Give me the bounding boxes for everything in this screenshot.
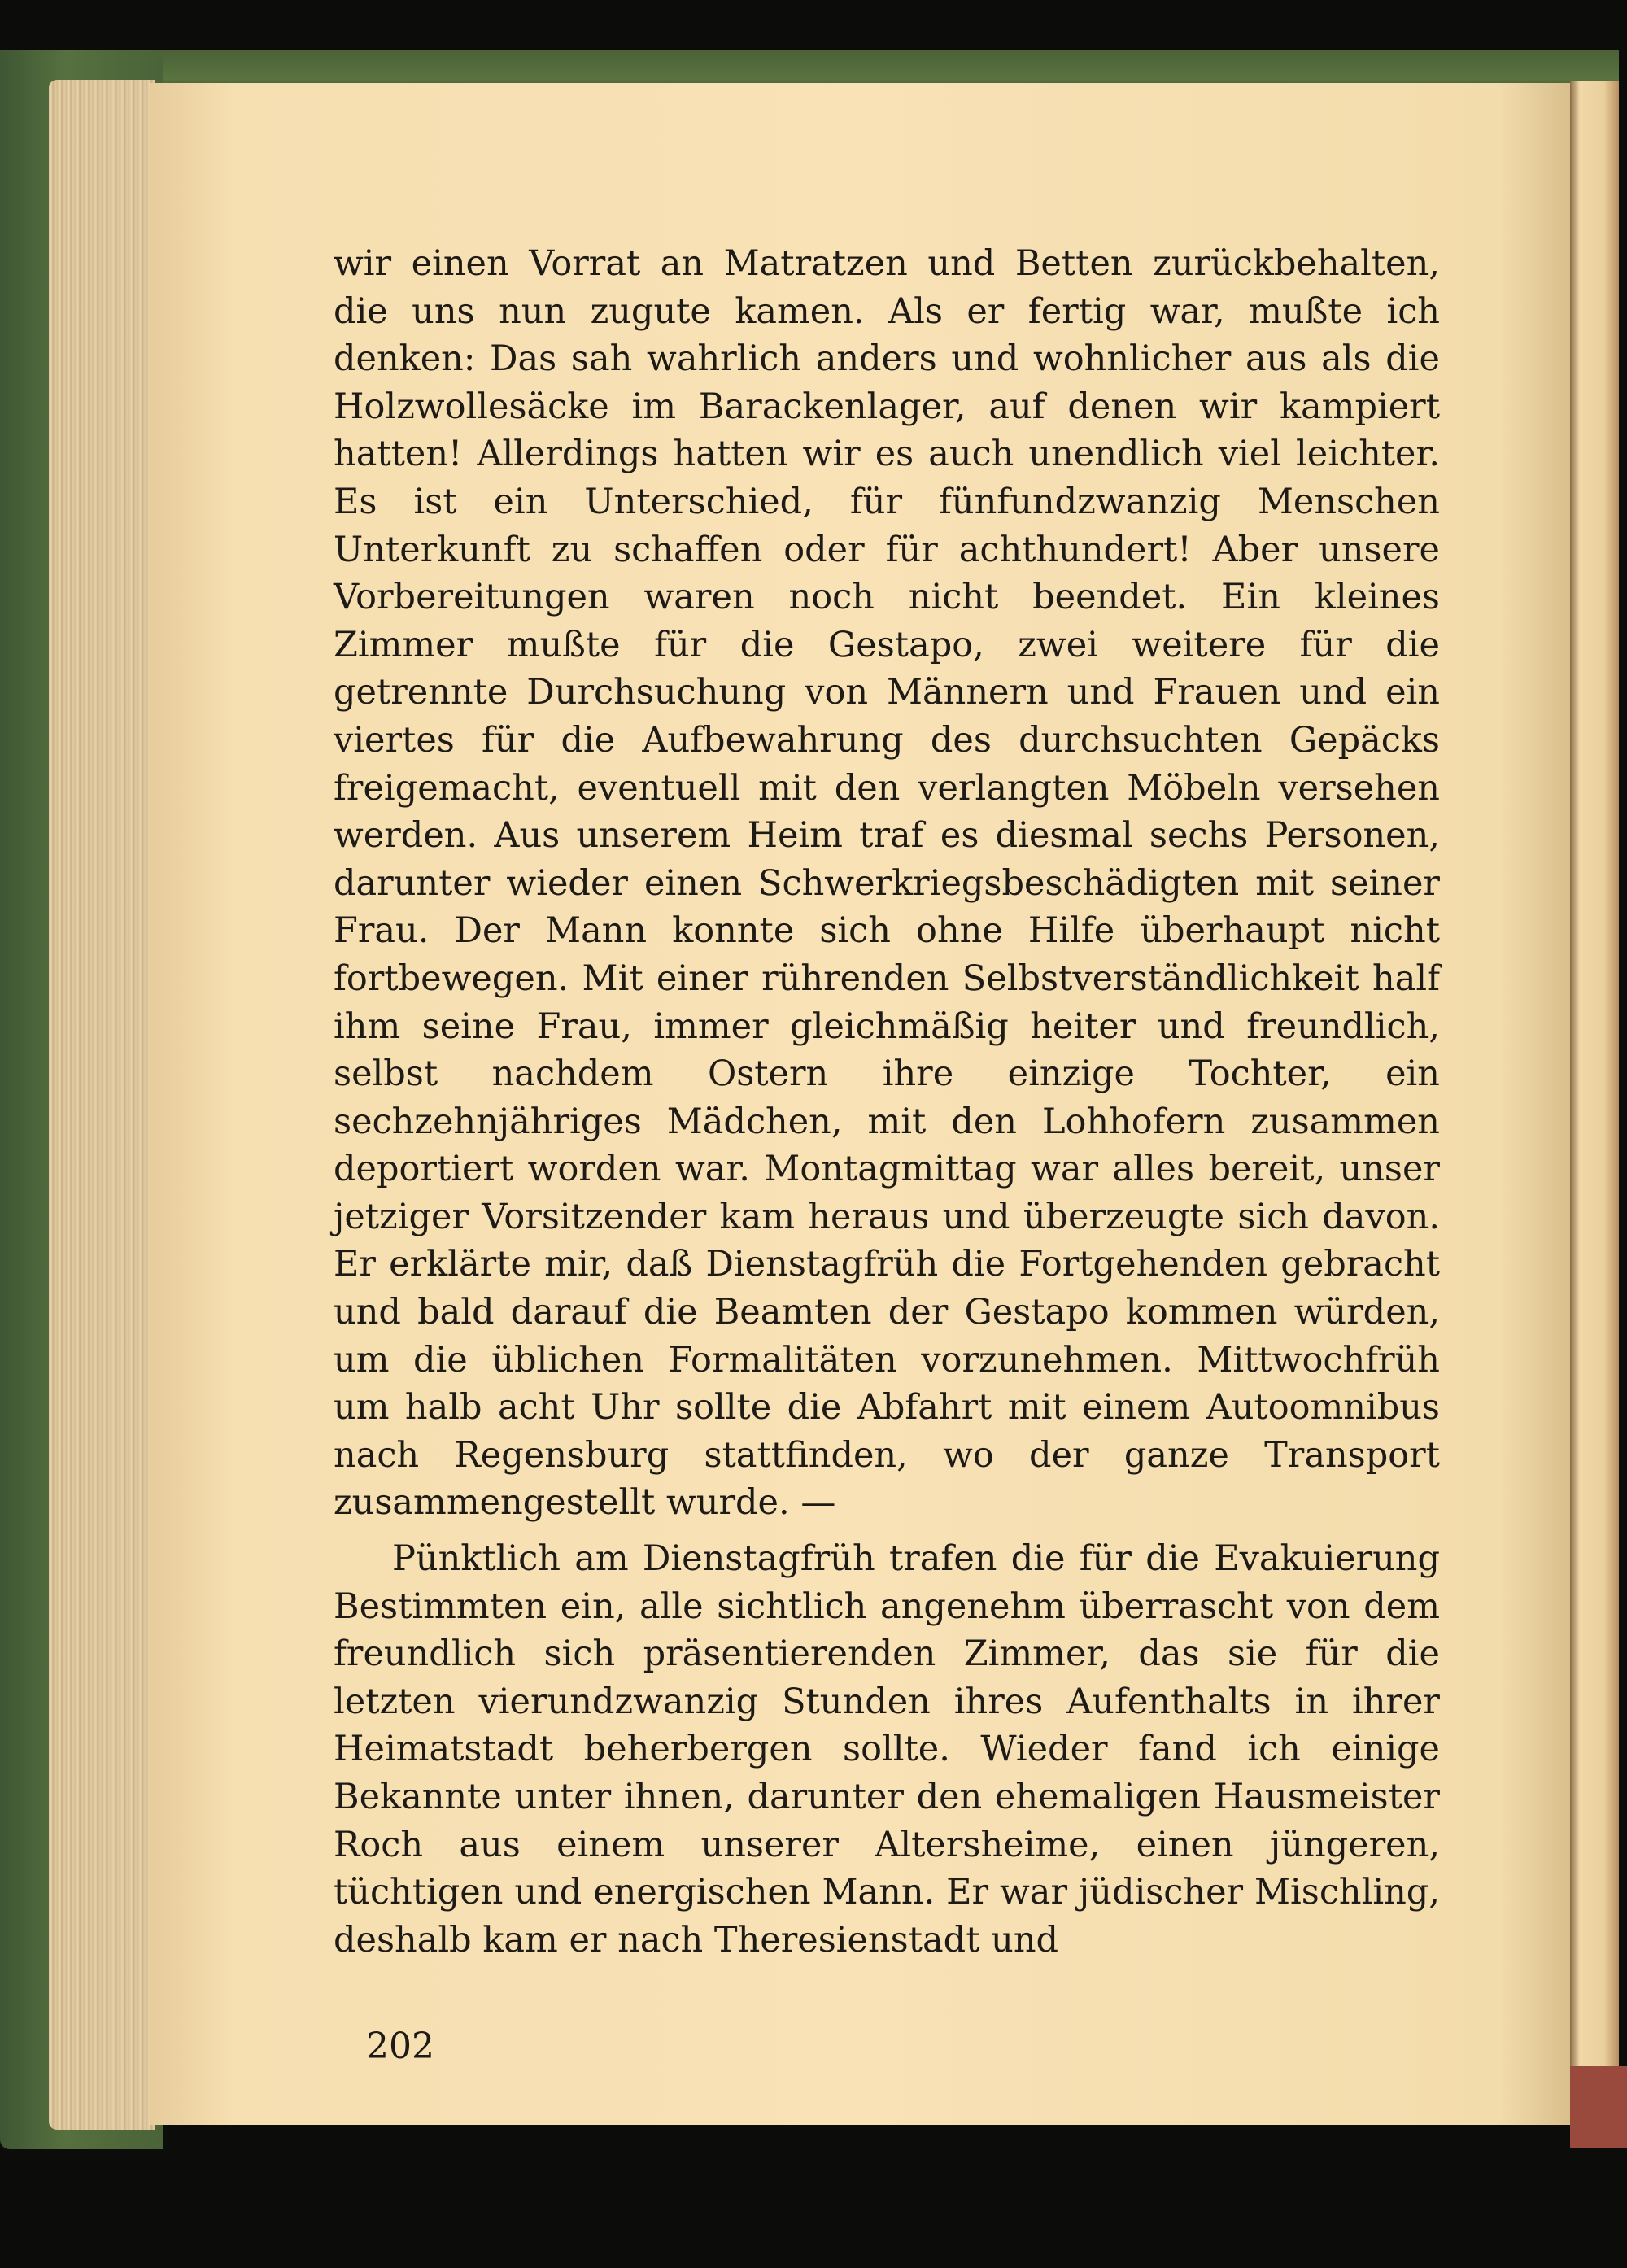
page-text bbox=[334, 240, 1440, 1964]
facing-page-edge bbox=[1570, 81, 1619, 2139]
paragraph-1: wir einen Vorrat an Matratzen und Betten zurückbehalten, die uns nun zugute kamen. Als er fertig war, mußte ich denken: Das sah wahrlich anders und wohnlicher aus als die Holzwollesäcke im Barackenlager, auf denen wir kampiert hatten! Allerdings hatten wir es auch unendlich viel leichter. Es ist ein Unterschied, für fünfundzwanzig Menschen Unterkunft zu schaffen oder für achthundert! Aber unsere Vorbereitungen waren noch nicht beendet. Ein kleines Zimmer mußte für die Gestapo, zwei weitere für die getrennte Durchsuchung von Männern und Frauen und ein viertes für die Aufbewahrung des durchsuchten Gepäcks freigemacht, eventuell mit den verlangten Möbeln versehen werden. Aus unserem Heim traf es diesmal sechs Personen, darunter wieder einen Schwerkriegsbeschädigten mit seiner Frau. Der Mann konnte sich ohne Hilfe überhaupt nicht fortbewegen. Mit einer rührenden Selbstverständlichkeit half ihm seine Frau, immer gleichmäßig heiter und freundlich, selbst nachdem Ostern ihre einzige Tochter, ein sechzehnjähriges Mädchen, mit den Lohhofern zusammen deportiert worden war. Montagmittag war alles bereit, unser jetziger Vorsitzender kam heraus und überzeugte sich davon. Er erklärte mir, daß Dienstagfrüh die Fortgehenden gebracht und bald darauf die Beamten der Gestapo kommen würden, um die üblichen Formalitäten vorzunehmen. Mittwochfrüh um halb acht Uhr sollte die Abfahrt mit einem Autoomnibus nach Regensburg stattfinden, wo der ganze Transport zusammengestellt wurde. — bbox=[334, 243, 1440, 1524]
paragraph-2: Pünktlich am Dienstagfrüh trafen die für die Evakuierung Bestimmten ein, alle sichtlich angenehm überrascht von dem freundlich sich präsentierenden Zimmer, das sie für die letzten vierundzwanzig Stunden ihres Aufenthalts in ihrer Heimatstadt beherbergen sollte. Wieder fand ich einige Bekannte unter ihnen, darunter den ehemaligen Hausmeister Roch aus einem unserer Altersheime, einen jüngeren, tüchtigen und energischen Mann. Er war jüdischer Mischling, deshalb kam er nach Theresienstadt und bbox=[334, 1538, 1440, 1961]
page-stack-edges bbox=[49, 80, 155, 2130]
book-binding-corner bbox=[1570, 2066, 1627, 2148]
page-number: 202 bbox=[366, 2026, 434, 2067]
